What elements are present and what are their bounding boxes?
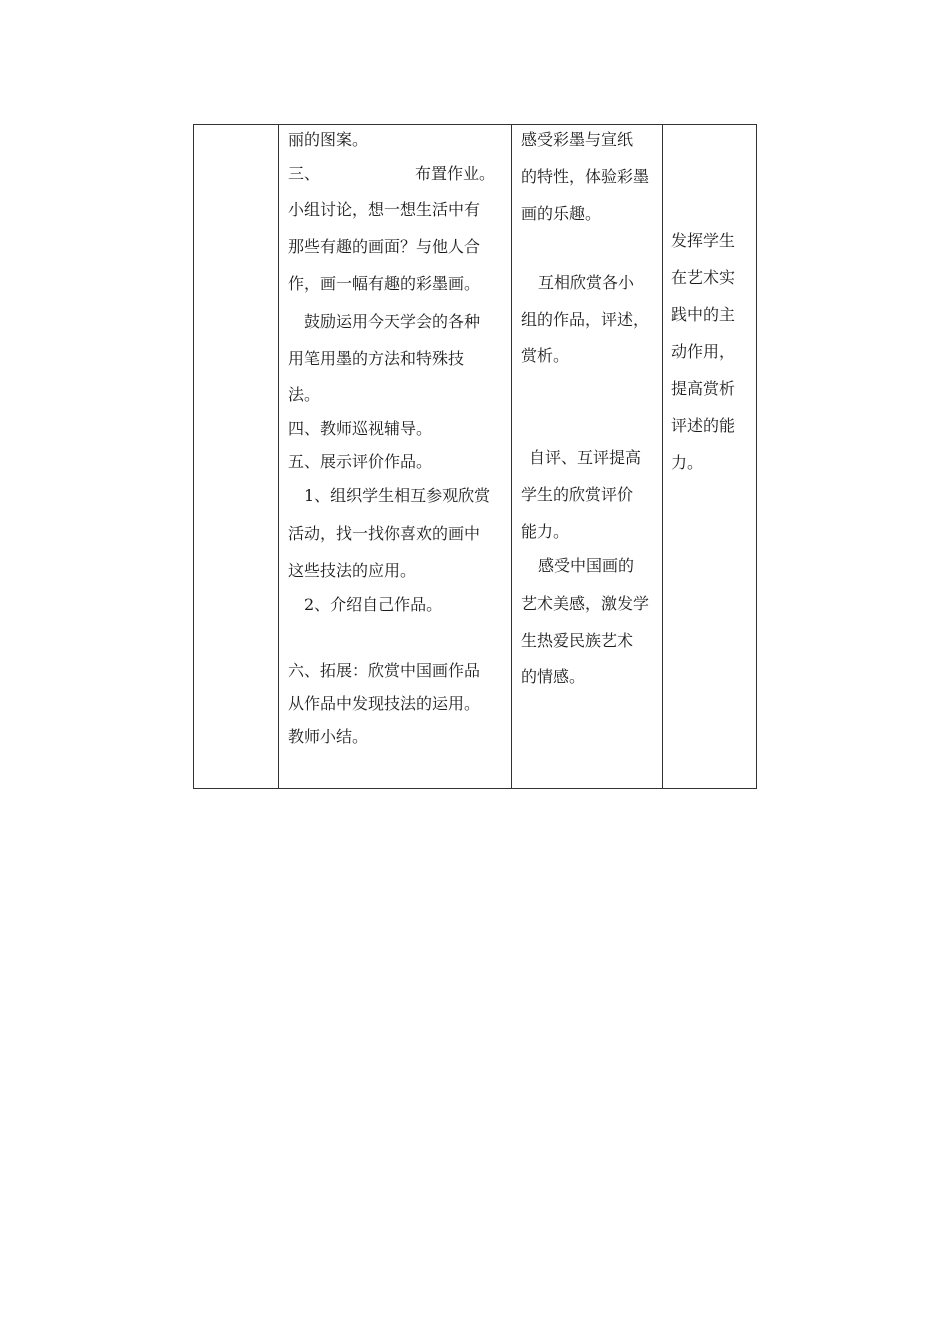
lesson-plan-table [193, 124, 757, 789]
text-line: 小组讨论，想一想生活中有 [288, 200, 481, 219]
text-line: 法。 [288, 385, 321, 404]
text-line: 发挥学生 [671, 231, 736, 250]
text-line: 感受中国画的 [538, 556, 635, 575]
text-line: 丽的图案。 [288, 130, 369, 149]
text-line: 作，画一幅有趣的彩墨画。 [288, 274, 481, 293]
text-line: 践中的主 [671, 305, 736, 324]
text-line: 鼓励运用今天学会的各种 [304, 312, 481, 331]
text-line: 画的乐趣。 [521, 204, 602, 223]
text-line: 学生的欣赏评价 [521, 485, 634, 504]
text-line: 1、组织学生相互参观欣赏 [304, 486, 491, 505]
table-column-student-activities [512, 125, 663, 788]
text-line: 动作用， [671, 342, 736, 361]
text-line: 三、 [288, 164, 321, 183]
text-line: 提高赏析 [671, 379, 736, 398]
text-line: 赏析。 [521, 346, 570, 365]
text-line: 生热爱民族艺术 [521, 631, 634, 650]
text-line: 力。 [671, 453, 704, 472]
text-line: 能力。 [521, 522, 570, 541]
text-line: 自评、互评提高 [529, 448, 642, 467]
table-column-1 [194, 125, 279, 788]
text-line: 评述的能 [671, 416, 736, 435]
text-line: 教师小结。 [288, 727, 369, 746]
text-line: 组的作品，评述， [521, 310, 650, 329]
text-line: 那些有趣的画面？与他人合 [288, 237, 481, 256]
text-line: 布置作业。 [415, 164, 496, 183]
text-line: 的情感。 [521, 667, 586, 686]
text-line: 互相欣赏各小 [538, 273, 635, 292]
text-line: 这些技法的应用。 [288, 561, 417, 580]
text-line: 的特性，体验彩墨 [521, 167, 650, 186]
table-column-design-intent [663, 125, 756, 788]
text-line: 四、教师巡视辅导。 [288, 419, 433, 438]
text-line: 在艺术实 [671, 268, 736, 287]
text-line: 艺术美感，激发学 [521, 594, 650, 613]
text-line: 从作品中发现技法的运用。 [288, 694, 481, 713]
text-line: 活动，找一找你喜欢的画中 [288, 524, 481, 543]
text-line: 用笔用墨的方法和特殊技 [288, 349, 465, 368]
text-line: 五、展示评价作品。 [288, 452, 433, 471]
text-line: 六、拓展：欣赏中国画作品 [288, 661, 481, 680]
text-line: 2、介绍自己作品。 [304, 595, 443, 614]
table-column-teacher-activities [279, 125, 512, 788]
text-line: 感受彩墨与宣纸 [521, 130, 634, 149]
